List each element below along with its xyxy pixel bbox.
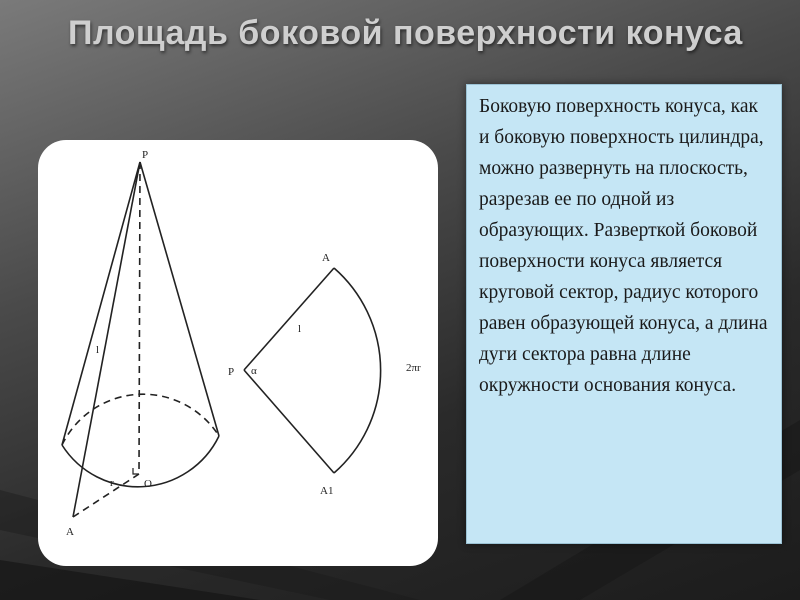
cone-base-solid-arc — [62, 436, 219, 487]
cone-label-center: O — [144, 478, 152, 490]
cone-label-radius: r — [110, 477, 114, 489]
sector-label-a: A — [322, 252, 330, 264]
cone-base-dashed-arc — [62, 394, 219, 445]
slide-title: Площадь боковой поверхности конуса — [68, 14, 743, 52]
sector-edge-top — [244, 268, 334, 370]
cone-drawing — [62, 162, 242, 565]
sector-drawing — [244, 268, 381, 473]
right-angle-mark — [133, 468, 139, 474]
cone-generatrix-left — [62, 162, 140, 445]
sector-arc — [334, 268, 381, 473]
cone-label-point-a: A — [66, 526, 74, 538]
sector-label-a1: A1 — [320, 485, 334, 497]
cone-figure-card — [38, 140, 438, 566]
cone-height — [139, 162, 140, 474]
sector-label-arc: 2πr — [406, 362, 421, 374]
cone-diagram — [38, 140, 438, 566]
cone-label-apex: P — [142, 149, 149, 161]
cone-label-generatrix: l — [96, 344, 100, 356]
sector-label-vertex: P — [228, 366, 235, 378]
sector-edge-bottom — [244, 370, 334, 473]
cone-generatrix-l — [73, 162, 140, 517]
description-text: Боковую поверхность конуса, как и боковую поверхность цилиндра, можно развернуть на плоскость, разрезав ее по одной из образующих. Разверткой боковой поверхности конуса является круговой сектор, радиус которого равен образующей конуса, а длина дуги сектора равна длине окружности основания конуса. — [479, 96, 768, 396]
sector-label-angle: α — [251, 365, 257, 377]
sector-label-radius: l — [298, 323, 302, 335]
description-box — [466, 84, 782, 544]
